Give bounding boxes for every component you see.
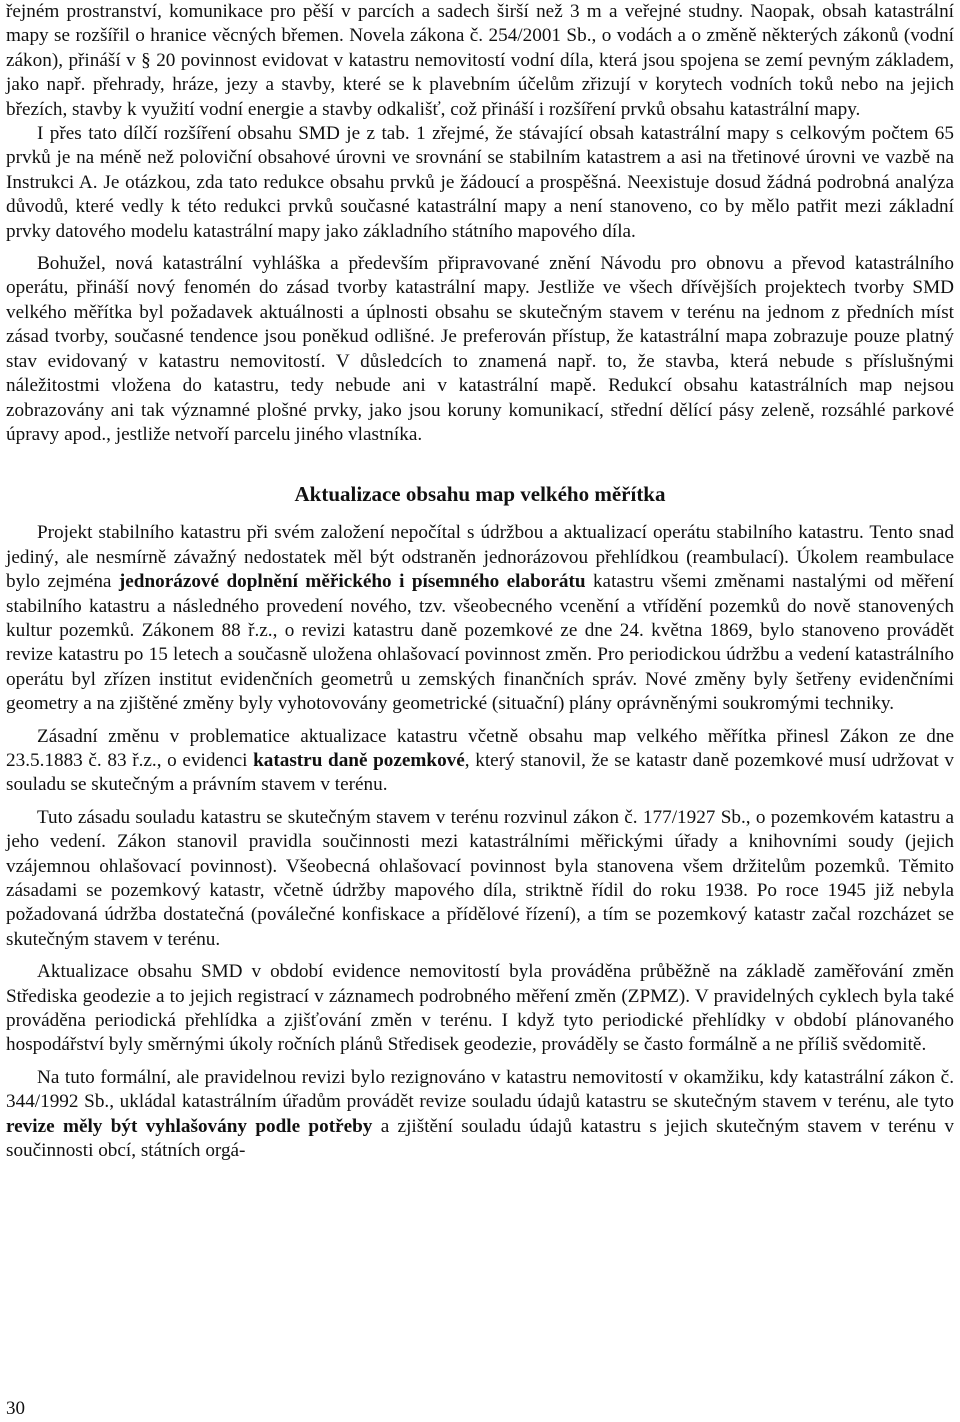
paragraph-text: Bohužel, nová katastrální vyhláška a především připravované znění Návodu pro obnovu a převod katastrálního operátu, přináší nový fenomén do zásad tvorby katastrální mapy. Jestliže ve všech dřívějších projektech tvorby SMD velkého měřítka byl požadavek aktuálnosti a úplnosti obsahu se skutečným stavem v terénu na jednom z předních míst zásad tvorby, současné tendence jsou poněkud odlišné. Je preferován přístup, že katastrální mapa zobrazuje pouze platný stav evidovaný v katastru nemovitostí. V důsledcích to znamená např. to, že stavba, která nebude s příslušnými náležitostmi vložena do katastru, tedy nebude ani v katastrální mapě. Redukcí obsahu katastrálních map nejsou zobrazovány ani tak významné plošné prvky, jako jsou koruny komunikací, střední dělící pásy zeleně, rozsáhlé parkové úpravy apod., jestliže netvoří parcelu jiného vlastníka. <box>6 253 954 445</box>
document-page <box>6 0 954 1163</box>
section-heading: Aktualizace obsahu map velkého měřítka <box>294 482 666 507</box>
paragraph-text: , který stanovil, že se katastr daně pozemkové musí udržovat v souladu se skutečným a právním stavem v terénu. <box>6 749 954 796</box>
paragraph <box>6 0 954 122</box>
emphasis-text: revize měly být vyhlašovány podle potřeby <box>6 1115 373 1137</box>
paragraph-text: I přes tato dílčí rozšíření obsahu SMD je z tab. 1 zřejmé, že stávající obsah katastrální mapy s celkovým počtem 65 prvků je na méně než poloviční obsahové úrovni ve srovnání se stabilním katastrem a asi na třetinové úrovni ve vazbě na Instrukci A. Je otázkou, zda tato redukce obsahu prvků je žádoucí a prospěšná. Neexistuje dosud žádná podrobná analýza důvodů, které vedly k této redukci prvků současné katastrální mapy a není stanoveno, co by mělo patřit mezi základní prvky datového modelu katastrální mapy jako základního státního mapového díla. <box>6 123 954 242</box>
paragraph-text: katastru všemi změnami nastalými od měření stabilního katastru a následného provedení nového, tzv. všeobecného vcenění a vtřídění pozemků do nově stanovených kultur pozemků. Zákonem 88 ř.z., o revizi katastru daně pozemkové ze dne 24. května 1869, bylo stanoveno provádět revize katastru po 15 letech a současně uložena ohlašovací povinnost změn. Pro periodickou údržbu a vedení katastrálního operátu byl zřízen institut evidenčních geometrů u zemských finančních správ. Nové změny byly šetřeny evidenčními geometry a na zjištěné změny byly vyhotovovány geometrické (situační) plány oprávněnými soukromými techniky. <box>6 571 955 715</box>
paragraph <box>6 252 954 447</box>
paragraph-text: Tuto zásadu souladu katastru se skutečným stavem v terénu rozvinul zákon č. 177/1927 Sb., o pozemkovém katastru a jeho vedení. Zákon stanovil pravidla součinnosti mezi katastrálními měřickými úřady a knihovními soudy (jejich vzájemnou ohlašovací povinnost). Všeobecná ohlašovací povinnost byla stanovena všem držitelům pozemků. Těmito zásadami se pozemkový katastr, včetně údržby mapového díla, striktně řídil do roku 1938. Po roce 1945 již nebyla požadovaná údržba dostatečná (poválečné konfiskace a přídělové řízení), a tím se pozemkový katastr začal rozcházet se skutečným stavem v terénu. <box>6 806 954 950</box>
paragraph-text: řejném prostranství, komunikace pro pěší v parcích a sadech širší než 3 m a veřejné studny. Naopak, obsah katastrální mapy se rozšířil o hranice věcných břemen. Novela zákona č. 254/2001 Sb., o vodách a o změně některých zákonů (vodní zákon), přináší v § 20 povinnost evidovat v katastru nemovitostí vodní díla, která jsou spojena se zemí pevným základem, jako např. přehrady, hráze, jezy a stavby, které se k plavebním účelům zřizují v korytech vodních toků nebo na jejich březích, stavby k využití vodní energie a stavby odkališť, což přináší i rozšíření prvků obsahu katastrální mapy. <box>6 1 954 120</box>
paragraph <box>6 521 954 716</box>
paragraph-text: Zásadní změnu v problematice aktualizace katastru včetně obsahu map velkého měřítka přinesl Zákon ze dne 23.5.1883 č. 83 ř.z., o evidenci <box>6 725 954 771</box>
paragraph <box>6 725 954 798</box>
paragraph <box>6 1066 954 1164</box>
emphasis-text: katastru daně pozemkové <box>253 749 465 771</box>
page-number: 30 <box>6 1398 25 1419</box>
emphasis-text: jednorázové doplnění měřického i písemného elaborátu <box>118 571 586 593</box>
paragraph <box>6 806 954 952</box>
paragraph-text: a zjištění souladu údajů katastru s jejich skutečným stavem v terénu v součinnosti obcí, státních orgá- <box>6 1115 954 1162</box>
paragraph-text: Projekt stabilního katastru při svém založení nepočítal s údržbou a aktualizací operátu stabilního katastru. Tento snad jediný, ale nesmírně závažný nedostatek měl být odstraněn jednorázovou přehlídkou (reambulací). Úkolem reambulace bylo zejména <box>6 522 954 593</box>
paragraph <box>6 960 954 1058</box>
paragraph-text: Aktualizace obsahu SMD v období evidence nemovitostí byla prováděna průběžně na základě zaměřování změn Střediska geodezie a to jejich registrací v záznamech podrobného měření změn (ZPMZ). V pravidelných cyklech byla také prováděna periodická přehlídka a zjišťování změn v terénu. I když tyto periodické přehlídky v období plánovaného hospodářství byly směrnými úkoly ročních plánů Středisek geodezie, prováděly se často formálně a ne příliš svědomitě. <box>6 961 954 1056</box>
paragraph-text: Na tuto formální, ale pravidelnou revizi bylo rezignováno v katastru nemovitostí v okamžiku, kdy katastrální zákon č. 344/1992 Sb., ukládal katastrálním úřadům provádět revize souladu údajů katastru se skutečným stavem v terénu, ale tyto <box>6 1066 954 1113</box>
paragraph <box>6 122 954 244</box>
